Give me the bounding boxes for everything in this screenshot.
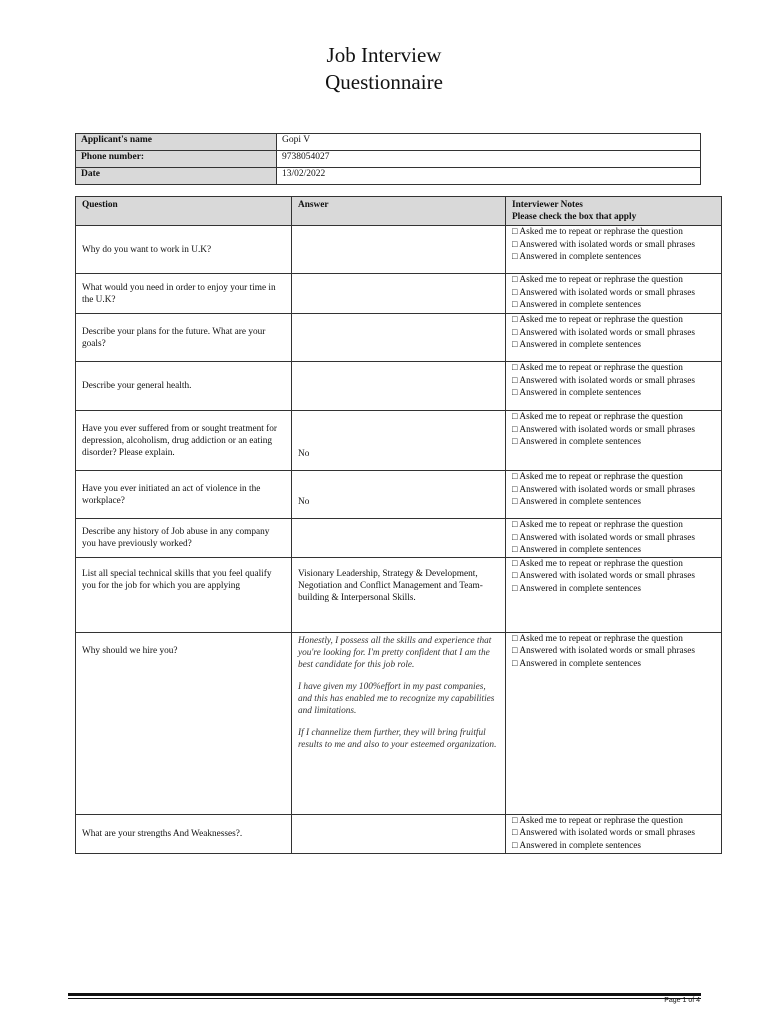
- question-cell: Why do you want to work in U.K?: [76, 226, 292, 274]
- table-row: [76, 632, 722, 814]
- question-header: Question: [76, 197, 292, 226]
- question-cell: Have you ever suffered from or sought treatment for depression, alcoholism, drug addiction or an eating disorder? Please explain.: [76, 411, 292, 471]
- table-row: [76, 226, 722, 274]
- answer-cell[interactable]: [292, 814, 506, 853]
- answer-cell[interactable]: No: [292, 411, 506, 471]
- complete-sentences-checkbox-option[interactable]: □ Answered in complete sentences: [512, 658, 642, 669]
- notes-cell: [506, 471, 722, 519]
- table-row: [76, 557, 722, 632]
- notes-cell: [506, 519, 722, 558]
- table-row: [76, 314, 722, 362]
- date-value: 13/02/2022: [277, 168, 701, 185]
- isolated-words-checkbox-option[interactable]: □ Answered with isolated words or small phrases: [512, 484, 696, 495]
- repeat-checkbox-option[interactable]: □ Asked me to repeat or rephrase the question: [512, 363, 683, 373]
- repeat-checkbox-option[interactable]: □ Asked me to repeat or rephrase the question: [512, 227, 683, 237]
- table-header-row: [76, 197, 722, 226]
- question-cell: What would you need in order to enjoy your time in the U.K?: [76, 274, 292, 314]
- repeat-checkbox-option[interactable]: □ Asked me to repeat or rephrase the question: [512, 520, 683, 530]
- answer-cell[interactable]: [292, 362, 506, 411]
- document-title: [0, 42, 768, 96]
- phone-value: 9738054027: [277, 151, 701, 168]
- complete-sentences-checkbox-option[interactable]: □ Answered in complete sentences: [512, 388, 642, 399]
- date-row: [76, 168, 701, 185]
- notes-header-line-1: Interviewer Notes: [512, 200, 583, 210]
- answer-cell[interactable]: [292, 274, 506, 314]
- notes-cell: [506, 226, 722, 274]
- isolated-words-checkbox-option[interactable]: □ Answered with isolated words or small phrases: [512, 239, 696, 250]
- question-cell: What are your strengths And Weaknesses?.: [76, 814, 292, 853]
- notes-cell: [506, 362, 722, 411]
- repeat-checkbox-option[interactable]: □ Asked me to repeat or rephrase the question: [512, 815, 683, 826]
- isolated-words-checkbox-option[interactable]: □ Answered with isolated words or small phrases: [512, 828, 696, 839]
- notes-header-line-2: Please check the box that apply: [512, 212, 637, 222]
- complete-sentences-checkbox-option[interactable]: □ Answered in complete sentences: [512, 437, 642, 448]
- question-cell: Describe any history of Job abuse in any company you have previously worked?: [76, 519, 292, 558]
- answer-cell[interactable]: Visionary Leadership, Strategy & Development, Negotiation and Conflict Management and Team-building & Interpersonal Skills.: [292, 557, 506, 632]
- question-cell: Why should we hire you?: [76, 632, 292, 814]
- footer-rule-thin: [68, 998, 701, 999]
- footer-rule-thick: [68, 993, 701, 996]
- date-label: Date: [76, 168, 277, 185]
- table-row: [76, 411, 722, 471]
- complete-sentences-checkbox-option[interactable]: □ Answered in complete sentences: [512, 340, 642, 351]
- answer-cell[interactable]: [292, 632, 506, 814]
- table-row: [76, 274, 722, 314]
- notes-cell: [506, 314, 722, 362]
- repeat-checkbox-option[interactable]: □ Asked me to repeat or rephrase the question: [512, 558, 683, 569]
- notes-cell: [506, 274, 722, 314]
- applicant-info-table: [75, 133, 701, 185]
- table-row: [76, 471, 722, 519]
- table-row: [76, 362, 722, 411]
- notes-cell: [506, 557, 722, 632]
- notes-cell: [506, 814, 722, 853]
- repeat-checkbox-option[interactable]: □ Asked me to repeat or rephrase the question: [512, 472, 683, 482]
- notes-cell: [506, 632, 722, 814]
- isolated-words-checkbox-option[interactable]: □ Answered with isolated words or small phrases: [512, 532, 696, 543]
- isolated-words-checkbox-option[interactable]: □ Answered with isolated words or small phrases: [512, 327, 696, 338]
- question-cell: List all special technical skills that you feel qualify you for the job for which you are applying: [76, 557, 292, 632]
- answer-paragraph-2: I have given my 100%effort in my past companies, and this has enabled me to recognize my capabilities and limitations.: [298, 681, 495, 716]
- answer-cell[interactable]: [292, 226, 506, 274]
- repeat-checkbox-option[interactable]: □ Asked me to repeat or rephrase the question: [512, 633, 683, 644]
- notes-cell: [506, 411, 722, 471]
- title-line-2: Questionnaire: [325, 70, 443, 94]
- answer-paragraph-3: If I channelize them further, they will bring fruitful results to me and also to your esteemed organization.: [298, 727, 497, 750]
- applicant-name-value: Gopi V: [277, 134, 701, 151]
- complete-sentences-checkbox-option[interactable]: □ Answered in complete sentences: [512, 840, 642, 851]
- phone-row: [76, 151, 701, 168]
- notes-header: [506, 197, 722, 226]
- complete-sentences-checkbox-option[interactable]: □ Answered in complete sentences: [512, 497, 642, 508]
- answer-cell[interactable]: [292, 314, 506, 362]
- repeat-checkbox-option[interactable]: □ Asked me to repeat or rephrase the question: [512, 315, 683, 325]
- isolated-words-checkbox-option[interactable]: □ Answered with isolated words or small phrases: [512, 571, 696, 582]
- question-cell: Describe your general health.: [76, 362, 292, 411]
- repeat-checkbox-option[interactable]: □ Asked me to repeat or rephrase the question: [512, 412, 683, 422]
- table-row: [76, 814, 722, 853]
- isolated-words-checkbox-option[interactable]: □ Answered with isolated words or small phrases: [512, 375, 696, 386]
- answer-cell[interactable]: No: [292, 471, 506, 519]
- isolated-words-checkbox-option[interactable]: □ Answered with isolated words or small phrases: [512, 287, 696, 298]
- isolated-words-checkbox-option[interactable]: □ Answered with isolated words or small phrases: [512, 424, 696, 435]
- answer-cell[interactable]: [292, 519, 506, 558]
- complete-sentences-checkbox-option[interactable]: □ Answered in complete sentences: [512, 252, 642, 263]
- applicant-name-label: Applicant's name: [76, 134, 277, 151]
- answer-paragraph-1: Honestly, I possess all the skills and experience that you're looking for. I'm pretty confident that I am the best candidate for this job role.: [298, 635, 492, 670]
- isolated-words-checkbox-option[interactable]: □ Answered with isolated words or small phrases: [512, 646, 696, 657]
- title-line-1: Job Interview: [326, 43, 442, 67]
- complete-sentences-checkbox-option[interactable]: □ Answered in complete sentences: [512, 300, 642, 311]
- answer-header: Answer: [292, 197, 506, 226]
- question-cell: Describe your plans for the future. What are your goals?: [76, 314, 292, 362]
- repeat-checkbox-option[interactable]: □ Asked me to repeat or rephrase the question: [512, 275, 683, 285]
- complete-sentences-checkbox-option[interactable]: □ Answered in complete sentences: [512, 583, 642, 594]
- phone-label: Phone number:: [76, 151, 277, 168]
- table-row: [76, 519, 722, 558]
- interview-questions-table: [75, 196, 722, 854]
- page-number: Page 1 of 4: [664, 997, 700, 1004]
- question-cell: Have you ever initiated an act of violence in the workplace?: [76, 471, 292, 519]
- complete-sentences-checkbox-option[interactable]: □ Answered in complete sentences: [512, 545, 642, 556]
- applicant-name-row: [76, 134, 701, 151]
